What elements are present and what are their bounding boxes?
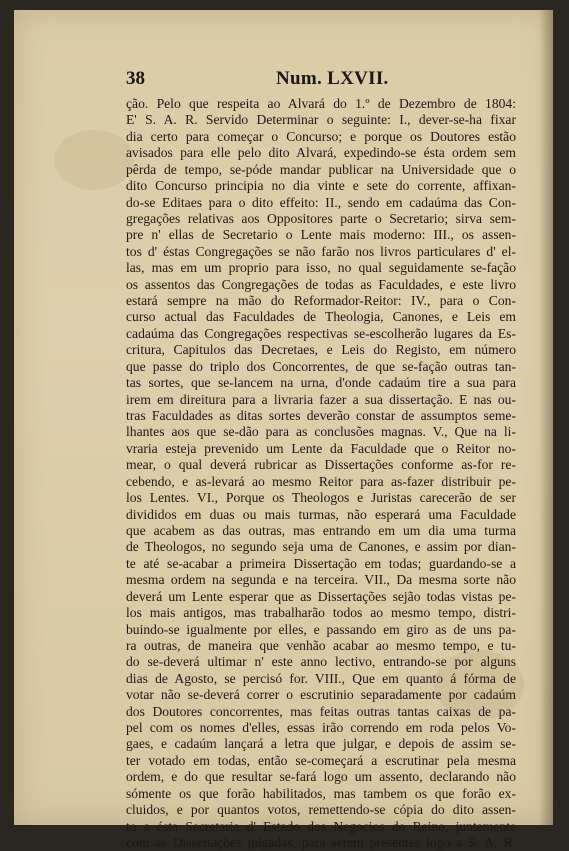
text-line: dia certo para começar o Concurso; e porque os Doutores estão xyxy=(126,128,516,144)
text-line: de Theologos, no segundo seja uma de Canones, e assim por dian- xyxy=(126,539,516,555)
text-line: que passe do triplo dos Concorrentes, de que se-fação outras tan- xyxy=(126,358,516,374)
text-line: irem em direitura para a livraria fazer a sua dissertação. E nas ou- xyxy=(126,391,516,407)
body-text xyxy=(126,96,516,851)
text-line: te até se-acabar a primeira Dissertação em todas; guardando-se a xyxy=(126,555,516,571)
text-line: E' S. A. R. Servido Determinar o seguinte: I., dever-se-ha fixar xyxy=(126,112,516,128)
page-number: 38 xyxy=(126,68,145,89)
text-line: curso actual das Faculdades de Theologia, Canones, e Leis em xyxy=(126,309,516,325)
text-line: pêrda de tempo, se-póde mandar publicar na Universidade que o xyxy=(126,161,516,177)
text-line: las, mas em um proprio para isso, no qual seguidamente se-fação xyxy=(126,260,516,276)
text-line: que acabem as das outras, mas entrando em um dia uma turma xyxy=(126,522,516,538)
text-line: ter votado em todas, então se-começará a escrutinar pela mesma xyxy=(126,752,516,768)
text-line: com as Dissertações julgadas, para serem presentes logo a S. A. R. xyxy=(126,834,516,850)
text-line: deverá um Lente esperar que as Dissertações sejão todas vistas pe- xyxy=(126,588,516,604)
text-line: cluidos, e por quantos votos, remettendo-se cópia do dito assen- xyxy=(126,802,516,818)
text-line: lhantes aos que se-dão para as conclusões magnas. V., Que na li- xyxy=(126,424,516,440)
text-line: pel com os nomes d'elles, essas irão correndo em roda pelos Vo- xyxy=(126,720,516,736)
text-line: buindo-se igualmente por elles, e passando em giro as de uns pa- xyxy=(126,621,516,637)
text-line: votar não se-deverá correr o escrutinio separadamente por cadaúm xyxy=(126,687,516,703)
paper-stain xyxy=(54,130,134,190)
text-line: tas sortes, que se-lancem na urna, d'onde cadaúm tire a sua para xyxy=(126,375,516,391)
text-line: ção. Pelo que respeita ao Alvará do 1.º de Dezembro de 1804: xyxy=(126,96,516,111)
text-line: dos Doutores concorrentes, mas feitas outras tantas caixas de pa- xyxy=(126,703,516,719)
text-line: los Lentes. VI., Porque os Theologos e Juristas carecerão de ser xyxy=(126,490,516,506)
issue-title: Num. LXVII. xyxy=(276,68,389,89)
text-line: os assentos das Congregações de todas as Faculdades, e este livro xyxy=(126,276,516,292)
text-line: to a ésta Secretaria d' Estado dos Negocios do Reino, juntamente xyxy=(126,818,516,834)
text-line: tos d' éstas Congregações se não farão nos livros particulares d' el- xyxy=(126,243,516,259)
page-edge-shadow xyxy=(539,10,553,825)
text-line: estará sempre na mão do Reformador-Reitor: IV., para o Con- xyxy=(126,293,516,309)
text-line: vraria esteja prevenido um Lente da Faculdade que o Reitor no- xyxy=(126,440,516,456)
text-line: cebendo, e as-levará ao mesmo Reitor para as-fazer distribuir pe- xyxy=(126,473,516,489)
text-line: sómente os que forão habilitados, mas tambem os que forão ex- xyxy=(126,785,516,801)
text-line: dias de Agosto, se percisó for. VIII., Que em quanto á fórma de xyxy=(126,670,516,686)
text-line: mesma ordem na segunda e na terceira. VII., Da mesma sorte não xyxy=(126,572,516,588)
text-line: cadaúma das Congregações respectivas se-escolherão lugares da Es- xyxy=(126,325,516,341)
text-line: gaes, e cadaúm lançará a letra que julgar, e depois de assim se- xyxy=(126,736,516,752)
text-line: avisados para elle pelo dito Alvará, expedindo-se ésta ordem sem xyxy=(126,145,516,161)
text-line: ra outras, de maneira que venhão acabar ao mesmo tempo, e tu- xyxy=(126,637,516,653)
page-header xyxy=(126,68,516,94)
text-line: do se-deverá ultimar n' este anno lectivo, entrando-se por alguns xyxy=(126,654,516,670)
text-line: divididos em duas ou mais turmas, não esperará uma Faculdade xyxy=(126,506,516,522)
text-line: gregações relativas aos Oppositores parte o Secretario; sirva sem- xyxy=(126,210,516,226)
text-line: tras Faculdades as ditas sortes deverão constar de assumptos seme- xyxy=(126,408,516,424)
text-line: ordem, e do que resultar se-fará logo um assento, declarando não xyxy=(126,769,516,785)
text-line: critura, Capitulos das Decretaes, e Leis do Registo, em número xyxy=(126,342,516,358)
text-line: do-se Editaes para o dito effeito: II., sendo em cadaúma das Con- xyxy=(126,194,516,210)
text-line: mear, o qual deverá rubricar as Dissertações conforme as-for re- xyxy=(126,457,516,473)
text-line: los mais antigos, mas trabalharão todos ao mesmo tempo, distri- xyxy=(126,605,516,621)
text-line: dito Concurso principia no dia vinte e sete do corrente, affixan- xyxy=(126,178,516,194)
text-line: pre n' ellas de Secretario o Lente mais moderno: III., os assen- xyxy=(126,227,516,243)
